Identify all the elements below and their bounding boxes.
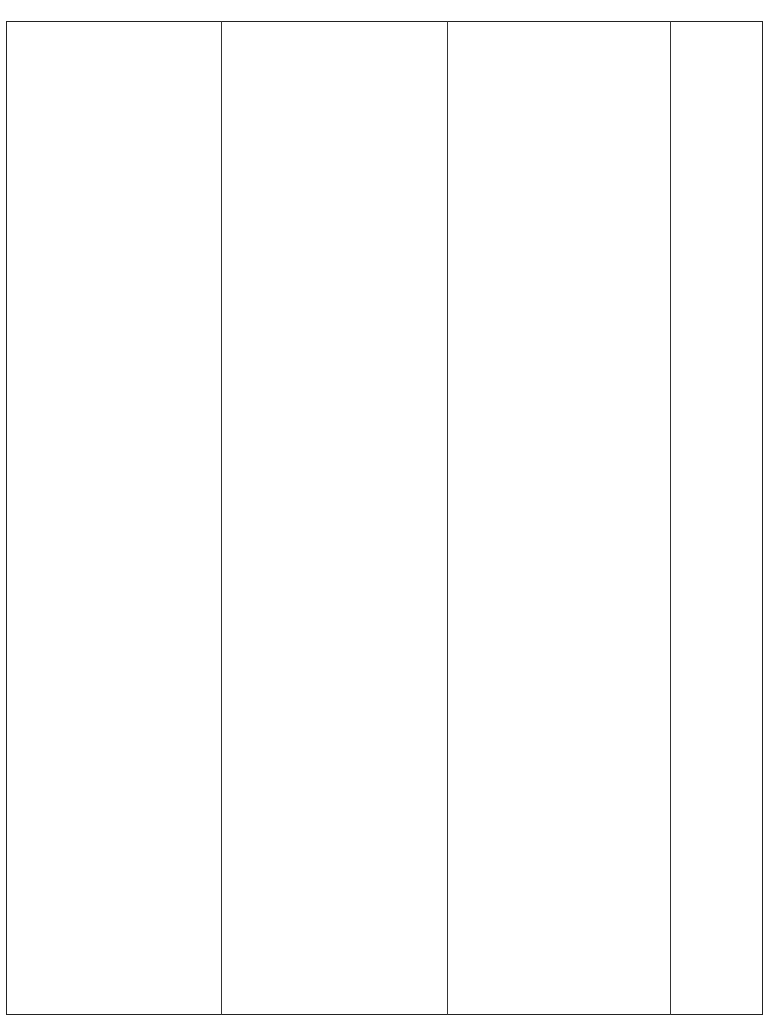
column-divider	[670, 21, 671, 1015]
column-divider	[221, 21, 222, 1015]
column-divider	[447, 21, 448, 1015]
page-border	[6, 21, 763, 1015]
